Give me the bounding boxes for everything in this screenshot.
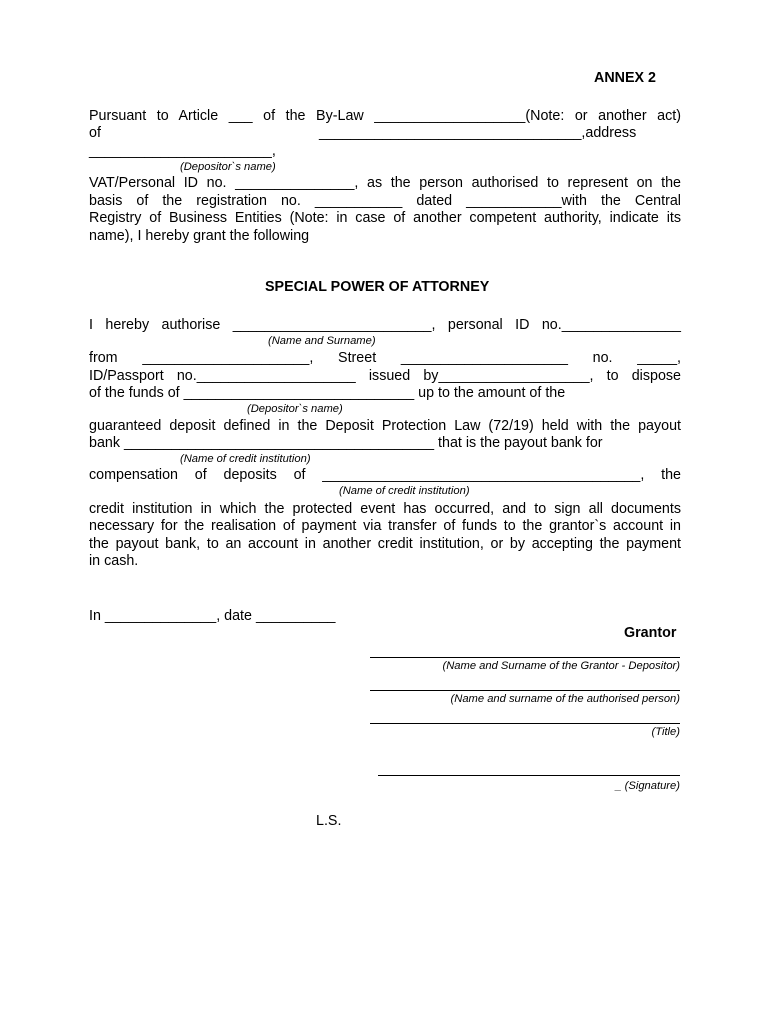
grantor-name-signature-line bbox=[370, 657, 680, 658]
depositor-name-caption-2: (Depositor`s name) bbox=[247, 403, 343, 415]
intro-line-2-address: _________________________________,address bbox=[319, 125, 637, 141]
body-line-8: credit institution in which the protected event has occurred, and to sign all documents bbox=[89, 501, 681, 517]
body-line-1: I hereby authorise _________________________, personal ID no._______________ bbox=[89, 317, 681, 333]
authorised-person-caption: (Name and surname of the authorised person) bbox=[450, 693, 680, 705]
credit-institution-caption-1: (Name of credit institution) bbox=[180, 453, 311, 465]
intro-line-4: VAT/Personal ID no. _______________, as the person authorised to represent on the bbox=[89, 175, 681, 191]
grantor-name-caption: (Name and Surname of the Grantor - Depositor) bbox=[442, 660, 680, 672]
body-line-9: necessary for the realisation of payment via transfer of funds to the grantor`s account in bbox=[89, 518, 681, 534]
title-signature-line bbox=[370, 723, 680, 724]
intro-line-3: _______________________, bbox=[89, 143, 276, 159]
body-line-5: guaranteed deposit defined in the Deposit Protection Law (72/19) held with the payout bbox=[89, 418, 681, 434]
grantor-heading: Grantor bbox=[624, 625, 677, 641]
intro-line-6: Registry of Business Entities (Note: in case of another competent authority, indicate its bbox=[89, 210, 681, 226]
body-line-3: ID/Passport no.____________________ issued by___________________, to dispose bbox=[89, 368, 681, 384]
intro-line-2-of: of bbox=[89, 125, 101, 141]
authorised-person-signature-line bbox=[370, 690, 680, 691]
intro-line-1: Pursuant to Article ___ of the By-Law ___________________(Note: or another act) bbox=[89, 108, 681, 124]
name-surname-caption: (Name and Surname) bbox=[268, 335, 376, 347]
body-line-10: the payout bank, to an account in another credit institution, or by accepting the payment bbox=[89, 536, 681, 552]
body-line-6: bank _______________________________________ that is the payout bank for bbox=[89, 435, 603, 451]
title-caption: (Title) bbox=[651, 726, 680, 738]
place-date-line: In ______________, date __________ bbox=[89, 608, 336, 624]
seal-label: L.S. bbox=[316, 813, 342, 829]
signature-caption: _ (Signature) bbox=[615, 780, 680, 792]
depositor-name-caption: (Depositor`s name) bbox=[180, 161, 276, 173]
credit-institution-caption-2: (Name of credit institution) bbox=[339, 485, 470, 497]
body-line-2: from _____________________, Street _____________________ no. _____, bbox=[89, 350, 681, 366]
intro-line-7: name), I hereby grant the following bbox=[89, 228, 310, 244]
body-line-7: compensation of deposits of ________________________________________, the bbox=[89, 467, 681, 483]
annex-label: ANNEX 2 bbox=[594, 70, 656, 86]
document-title: SPECIAL POWER OF ATTORNEY bbox=[265, 279, 490, 295]
body-line-4: of the funds of _____________________________ up to the amount of the bbox=[89, 385, 566, 401]
signature-line bbox=[378, 775, 680, 776]
intro-line-5: basis of the registration no. ___________ dated ____________with the Central bbox=[89, 193, 681, 209]
body-line-11: in cash. bbox=[89, 553, 139, 569]
